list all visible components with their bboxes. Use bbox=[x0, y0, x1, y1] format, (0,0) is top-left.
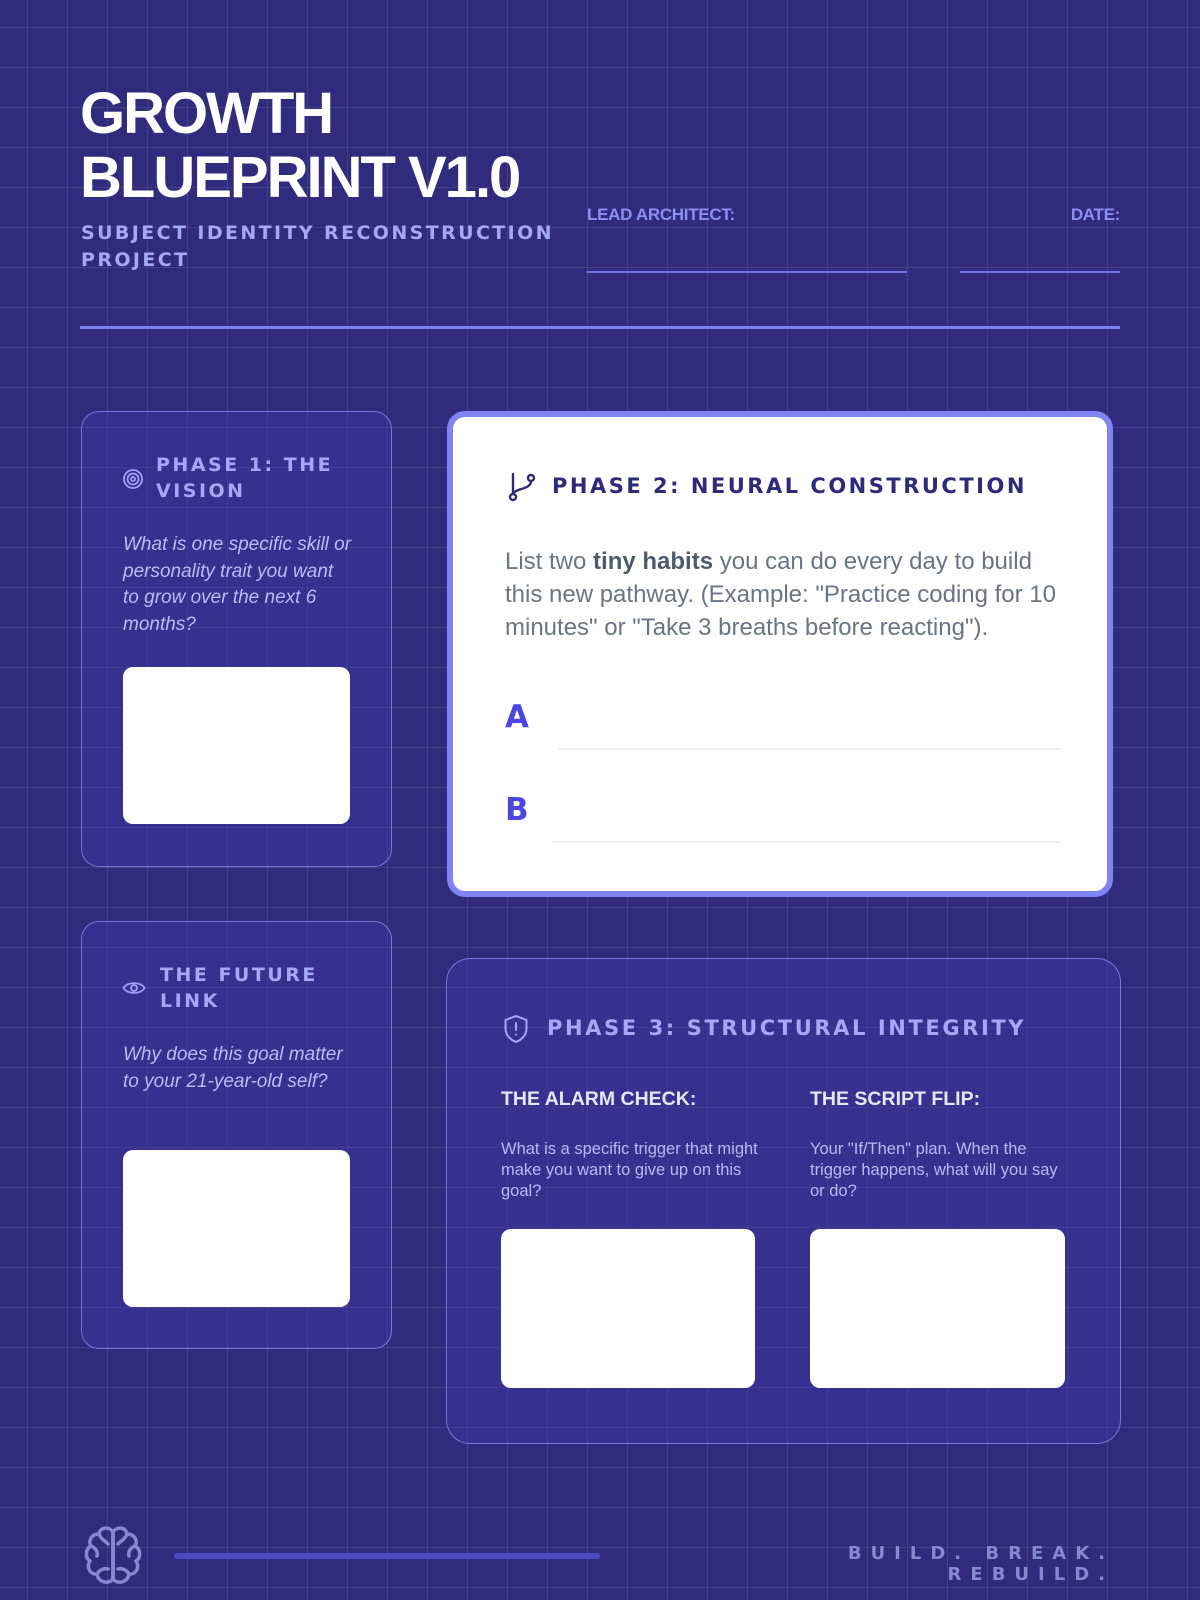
date-field[interactable] bbox=[960, 271, 1120, 273]
footer-motto: BUILD. BREAK. REBUILD. bbox=[847, 1543, 1114, 1585]
worksheet-subtitle: SUBJECT IDENTITY RECONSTRUCTION PROJECT bbox=[81, 222, 554, 271]
header-divider bbox=[80, 326, 1120, 329]
shield-icon bbox=[503, 1014, 529, 1044]
script-flip-answer-box[interactable] bbox=[810, 1229, 1065, 1388]
future-link-question: Why does this goal matter to your 21-year-old self? bbox=[123, 1044, 343, 1092]
date-label: DATE: bbox=[1070, 205, 1120, 224]
alarm-check-heading: THE ALARM CHECK: bbox=[501, 1088, 697, 1110]
git-branch-icon bbox=[507, 472, 537, 502]
phase1-heading: PHASE 1: THE VISION bbox=[156, 454, 334, 502]
phase2-instruction-bold: tiny habits bbox=[593, 548, 714, 575]
future-link-answer-box[interactable] bbox=[123, 1150, 350, 1307]
answer-b-label: B bbox=[505, 792, 529, 828]
answer-a-line[interactable] bbox=[558, 748, 1061, 750]
alarm-check-answer-box[interactable] bbox=[501, 1229, 755, 1388]
phase1-answer-box[interactable] bbox=[123, 667, 350, 824]
worksheet-title bbox=[80, 82, 600, 210]
answer-b-line[interactable] bbox=[553, 841, 1061, 843]
title-line-2: BLUEPRINT V1.0 bbox=[80, 145, 520, 210]
lead-architect-field[interactable] bbox=[587, 271, 907, 273]
lead-architect-label: LEAD ARCHITECT: bbox=[587, 205, 735, 224]
footer-divider bbox=[174, 1553, 600, 1559]
phase2-instruction bbox=[505, 545, 1065, 644]
phase3-heading: PHASE 3: STRUCTURAL INTEGRITY bbox=[547, 1016, 1027, 1040]
script-flip-heading: THE SCRIPT FLIP: bbox=[810, 1088, 981, 1110]
alarm-check-text: What is a specific trigger that might make you want to give up on this goal? bbox=[501, 1140, 758, 1200]
brain-icon bbox=[82, 1524, 144, 1588]
script-flip-text: Your "If/Then" plan. When the trigger happens, what will you say or do? bbox=[810, 1140, 1058, 1200]
answer-a-label: A bbox=[505, 699, 529, 735]
eye-icon bbox=[122, 979, 146, 997]
target-icon bbox=[122, 468, 144, 490]
future-link-heading: THE FUTURE LINK bbox=[160, 964, 318, 1012]
phase2-instruction-suffix: you can do every day to build this new pathway. (Example: "Practice coding for 10 minutes" or "Take 3 breaths before reacting"). bbox=[505, 548, 1057, 641]
title-line-1: GROWTH bbox=[80, 81, 333, 146]
phase2-heading: PHASE 2: NEURAL CONSTRUCTION bbox=[552, 474, 1027, 498]
phase2-instruction-prefix: List two bbox=[505, 548, 594, 575]
phase1-question: What is one specific skill or personality trait you want to grow over the next 6 months? bbox=[123, 534, 352, 635]
